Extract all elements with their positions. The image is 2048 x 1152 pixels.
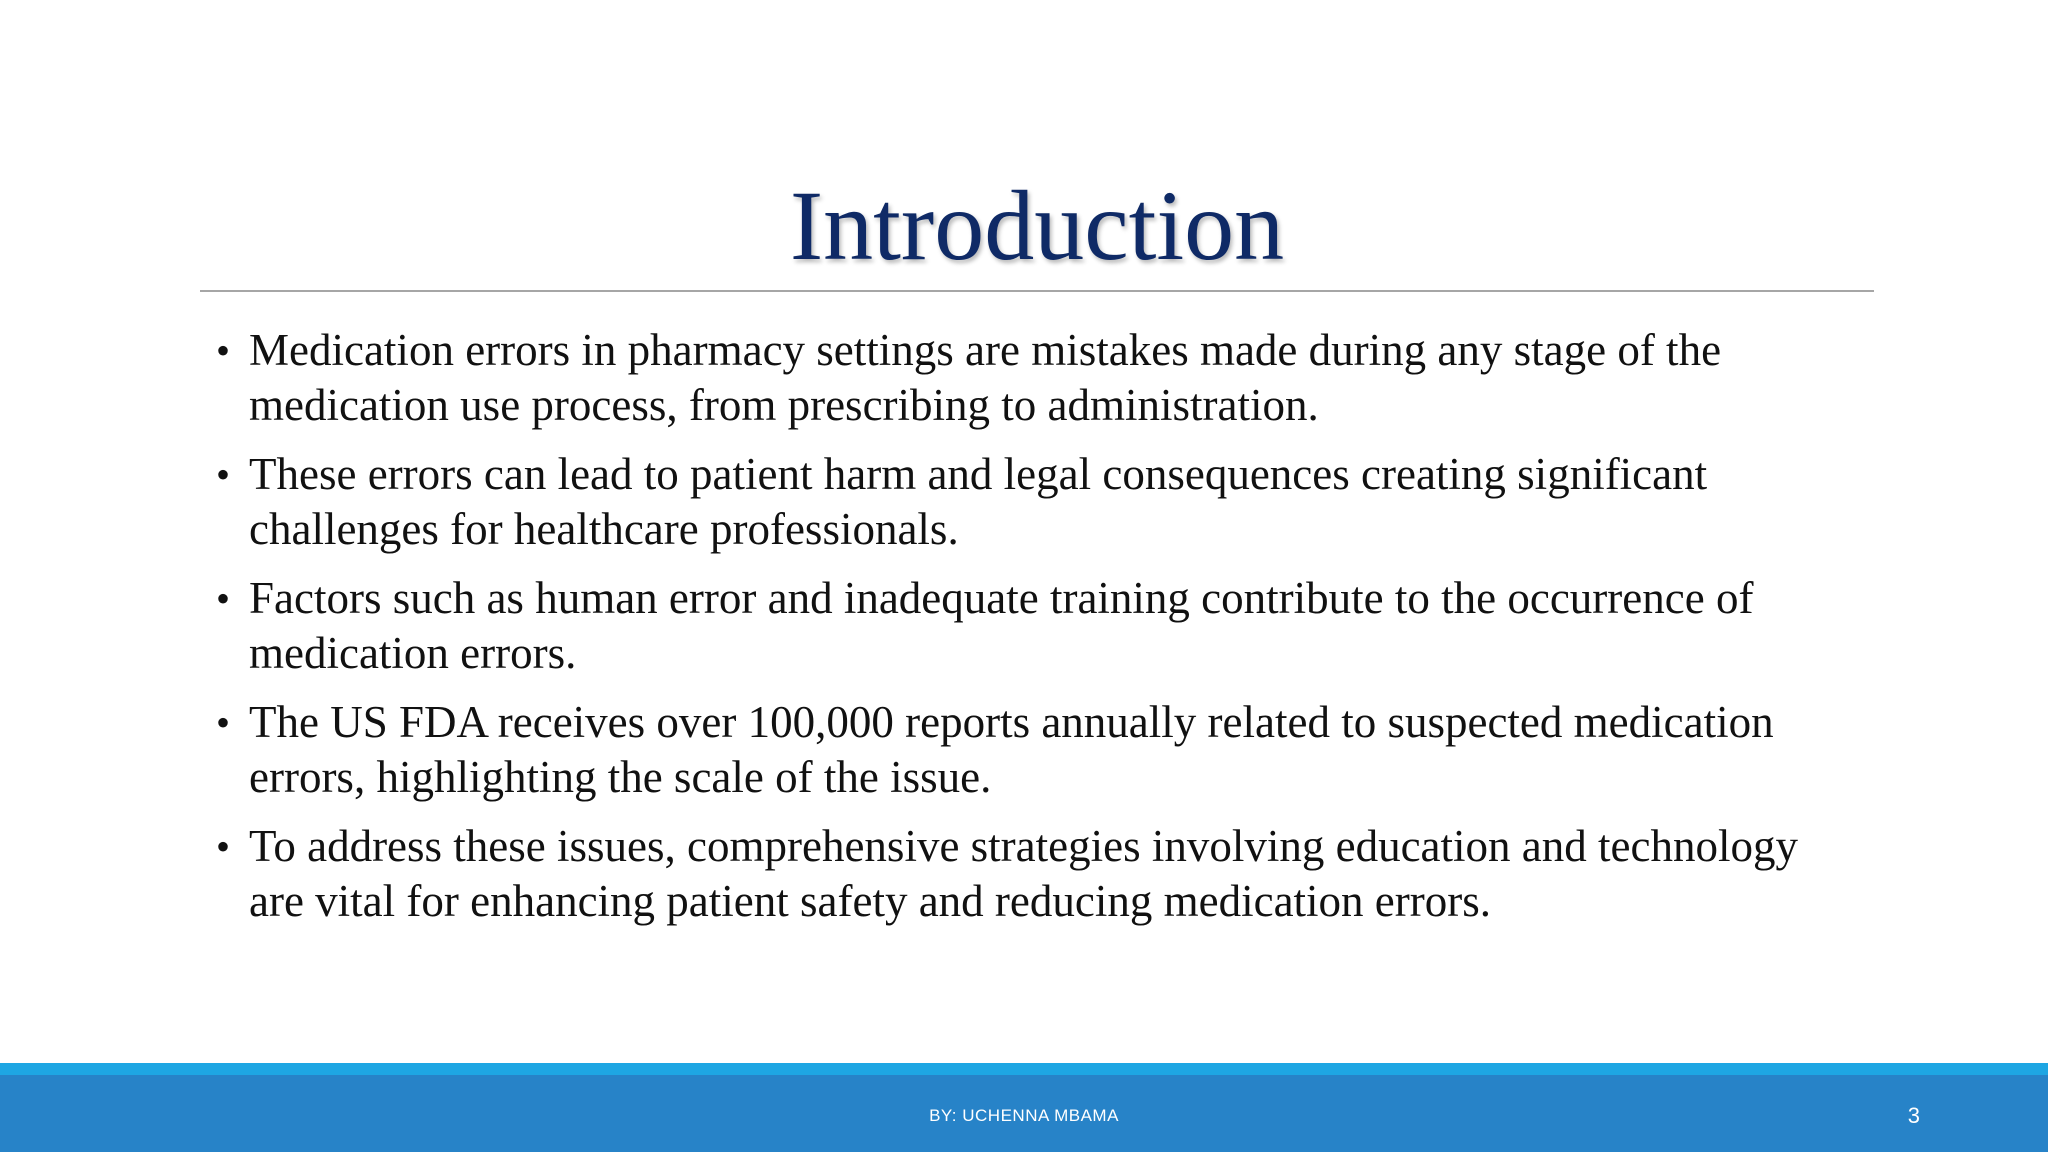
bullet-list <box>216 323 1856 943</box>
bullet-item <box>216 447 1856 557</box>
bullet-icon: • <box>216 576 231 621</box>
bullet-text: These errors can lead to patient harm and legal consequences creating significant challenges for healthcare professionals. <box>249 449 1708 554</box>
footer-author: BY: UCHENNA MBAMA <box>929 1106 1119 1125</box>
footer-accent-strip <box>0 1063 2048 1075</box>
bullet-icon: • <box>216 328 231 373</box>
bullet-icon: • <box>216 452 231 497</box>
bullet-item <box>216 819 1856 929</box>
bullet-item <box>216 571 1856 681</box>
bullet-text: The US FDA receives over 100,000 reports annually related to suspected medication errors, highlighting the scale of the issue. <box>249 697 1774 802</box>
bullet-icon: • <box>216 700 231 745</box>
title-divider <box>200 290 1874 292</box>
bullet-text: Medication errors in pharmacy settings are mistakes made during any stage of the medication use process, from prescribing to administration. <box>249 325 1722 430</box>
bullet-text: To address these issues, comprehensive strategies involving education and technology are vital for enhancing patient safety and reducing medication errors. <box>249 821 1798 926</box>
bullet-text: Factors such as human error and inadequate training contribute to the occurrence of medication errors. <box>249 573 1754 678</box>
page-number: 3 <box>1907 1103 1920 1128</box>
bullet-item <box>216 323 1856 433</box>
slide-title: Introduction <box>789 170 1285 281</box>
bullet-icon: • <box>216 824 231 869</box>
bullet-item <box>216 695 1856 805</box>
